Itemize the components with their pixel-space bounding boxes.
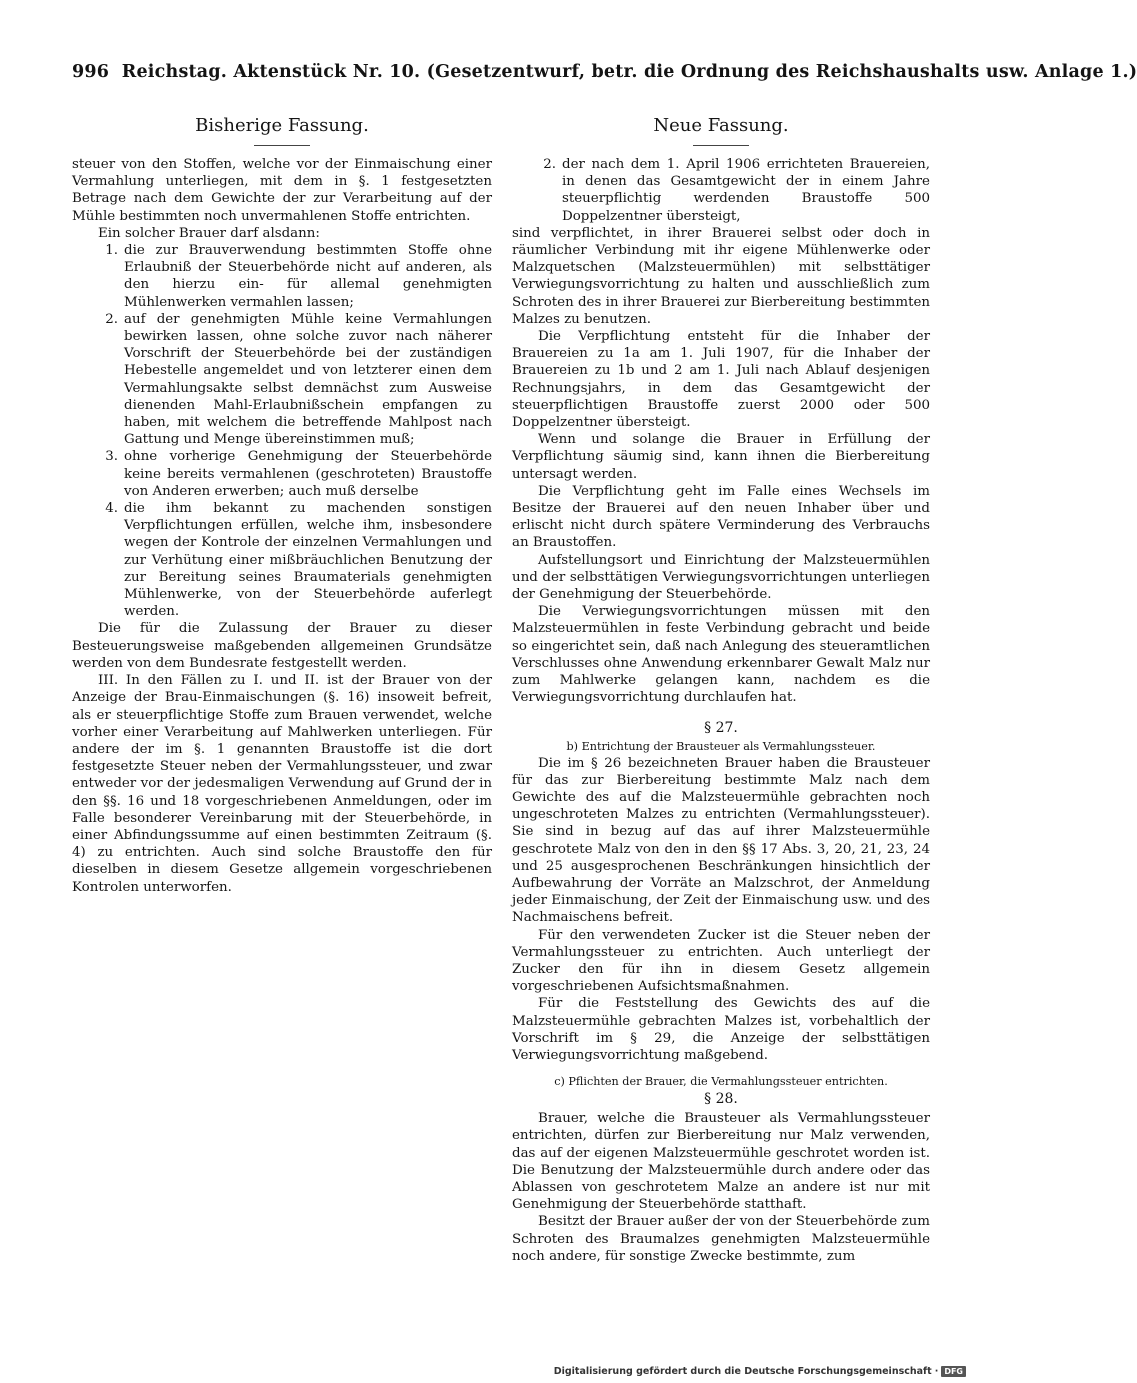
left-paragraph-1: steuer von den Stoffen, welche vor der Einmaischung einer Vermahlung unterliegen, mit dem in §. 1 festgesetzten Betrage nach dem Gewichte der zur Verarbeitung auf der Mühle bestimmten noch unvermahlenen Stoffe entrichten. [72, 157, 492, 224]
right-paragraph-5: Aufstellungsort und Einrichtung der Malzsteuermühlen und der selbsttätigen Verwiegungsvorrichtungen unterliegen der Genehmigung der Steuerbehörde. [512, 552, 930, 603]
left-column [72, 115, 492, 896]
left-paragraph-4: III. In den Fällen zu I. und II. ist der Brauer von der Anzeige der Brau-Einmaischungen (§. 16) insoweit befreit, als er steuerpflichtige Stoffe zum Brauen verwendet, welche vorher einer Verarbeitung auf Mahlwerken unterliegen. Für andere der im §. 1 genannten Braustoffe ist die dort festgesetzte Steuer neben der Vermahlungssteuer, und zwar entweder vor der jedesmaligen Verwendung auf Grund der in den §§. 16 und 18 vorgeschriebenen Anmeldungen, oder im Falle besonderer Vereinbarung mit der Steuerbehörde, in einer Abfindungssumme auf einen bestimmten Zeitraum (§. 4) zu entrichten. Auch sind solche Braustoffe den für dieselben in diesem Gesetze allgemein vorgeschriebenen Kontrolen unterworfen. [72, 673, 492, 895]
list-text: die zur Brauverwendung bestimmten Stoffe ohne Erlaubniß der Steuerbehörde nicht auf anderen, als den hierzu ein- für allemal genehmigten Mühlenwerken vermahlen lassen; [124, 243, 492, 310]
running-title: Reichstag. Aktenstück Nr. 10. (Gesetzentwurf, betr. die Ordnung des Reichshaushalts usw. Anlage 1.) [121, 62, 1137, 82]
list-text: der nach dem 1. April 1906 errichteten Brauereien, in denen das Gesamtgewicht der in einem Jahre steuerpflichtig werdenden Braustoffe 500 Doppelzentner übersteigt, [562, 157, 930, 224]
section-27-heading: § 27. [704, 719, 738, 736]
section-28-heading: § 28. [704, 1091, 738, 1108]
right-column-heading: Neue Fassung. [653, 115, 789, 136]
list-text: ohne vorherige Genehmigung der Steuerbehörde keine bereits vermahlenen (geschroteten) Braustoffe von Anderen erwerben; auch muß derselbe [124, 449, 492, 499]
section-28-subheading: c) Pflichten der Brauer, die Vermahlungssteuer entrichten. [554, 1075, 888, 1089]
right-paragraph-6: Die Verwiegungsvorrichtungen müssen mit den Malzsteuermühlen in feste Verbindung gebracht und beide so eingerichtet sein, daß nach Anlegung des steueramtlichen Verschlusses ohne Anwendung erkennbarer Gewalt Malz nur zum Mahlwerke gelangen kann, nachdem es die Verwiegungsvorrichtung durchlaufen hat. [512, 604, 930, 706]
list-item [92, 242, 492, 311]
list-text: auf der genehmigten Mühle keine Vermahlungen bewirken lassen, ohne solche zuvor nach näherer Vorschrift der Steuerbehörde bei der zuständigen Hebestelle angemeldet und von letzterer einen dem Vermahlungsakte selbst demnächst zum Ausweise dienenden Mahl-Erlaubnißschein empfangen zu haben, mit welchem die betreffende Mahlpost nach Gattung und Menge übereinstimmen muß; [124, 311, 492, 448]
list-item [92, 500, 492, 620]
right-paragraph-3: Wenn und solange die Brauer in Erfüllung der Verpflichtung säumig sind, kann ihnen die Bierbereitung untersagt werden. [512, 432, 930, 482]
left-paragraph-2: Ein solcher Brauer darf alsdann: [98, 225, 320, 241]
list-text: die ihm bekannt zu machenden sonstigen Verpflichtungen erfüllen, welche ihm, insbesondere wegen der Kontrole der einzelnen Vermahlungen und zur Verhütung einer mißbräuchlichen Benutzung der zur Bereitung seines Braumaterials genehmigten Mühlenwerke, von der Steuerbehörde auferlegt werden. [124, 501, 492, 620]
right-paragraph-7: Die im § 26 bezeichneten Brauer haben die Brausteuer für das zur Bierbereitung bestimmte Malz nach dem Gewichte des auf die Malzsteuermühle gebrachten noch ungeschroteten Malzes zu entrichten (Vermahlungssteuer). Sie sind in bezug auf das auf ihrer Malzsteuermühle geschrotete Malz von den in den §§ 17 Abs. 3, 20, 21, 23, 24 und 25 ausgesprochenen Beschränkungen hinsichtlich der Aufbewahrung der Vorräte an Malzschrot, der Anmeldung jeder Einmaischung, der Zeit der Einmaischung usw. und des Nachmaischens befreit. [512, 755, 930, 926]
list-item [530, 156, 930, 225]
right-paragraph-10: Brauer, welche die Brausteuer als Vermahlungssteuer entrichten, dürfen zur Bierbereitung nur Malz verwenden, das auf der eigenen Malzsteuermühle geschrotet worden ist. Die Benutzung der Malzsteuermühle durch andere oder das Ablassen von geschrotetem Malze an andere ist nur mit Genehmigung der Steuerbehörde statthaft. [512, 1111, 930, 1213]
right-paragraph-8: Für den verwendeten Zucker ist die Steuer neben der Vermahlungssteuer zu entrichten. Auch unterliegt der Zucker den für ihn in diesem Gesetz allgemein vorgeschriebenen Aufsichtsmaßnahmen. [512, 927, 930, 995]
list-number: 3. [105, 449, 118, 465]
dfg-logo: DFG [941, 1366, 966, 1377]
heading-rule [693, 145, 749, 146]
list-number: 2. [543, 157, 556, 172]
running-head [72, 60, 1137, 84]
list-item [92, 311, 492, 449]
list-number: 2. [105, 311, 118, 327]
right-paragraph-11: Besitzt der Brauer außer der von der Steuerbehörde zum Schroten des Braumalzes genehmigten Malzsteuermühle noch andere, für sonstige Zwecke bestimmte, zum [512, 1214, 930, 1264]
right-paragraph-4: Die Verpflichtung geht im Falle eines Wechsels im Besitze der Brauerei auf den neuen Inhaber über und erlischt nicht durch spätere Verminderung des Verbrauchs an Braustoffen. [512, 483, 930, 551]
list-number: 1. [105, 243, 118, 259]
credit-text: Digitalisierung gefördert durch die Deutsche Forschungsgemeinschaft [553, 1366, 932, 1377]
right-paragraph-2: Die Verpflichtung entsteht für die Inhaber der Brauereien zu 1a am 1. Juli 1907, für die Inhaber der Brauereien zu 1b und 2 am 1. Juli nach Ablauf desjenigen Rechnungsjahrs, in dem das Gesamtgewicht der steuerpflichtigen Braustoffe zuerst 2000 oder 500 Doppelzentner übersteigt. [512, 329, 930, 431]
digitization-credit: Digitalisierung gefördert durch die Deutsche Forschungsgemeinschaft · DFG [554, 1366, 966, 1377]
left-paragraph-3: Die für die Zulassung der Brauer zu dieser Besteuerungsweise maßgebenden allgemeinen Grundsätze werden von dem Bundesrate festgestellt werden. [72, 621, 492, 671]
heading-rule [254, 145, 310, 146]
left-column-heading: Bisherige Fassung. [195, 115, 369, 136]
right-paragraph-9: Für die Feststellung des Gewichts des auf die Malzsteuermühle gebrachten Malzes ist, vorbehaltlich der Vorschrift im § 29, die Anzeige der selbsttätigen Verwiegungsvorrichtung maßgebend. [512, 996, 930, 1063]
right-paragraph-1: sind verpflichtet, in ihrer Brauerei selbst oder doch in räumlicher Verbindung mit ihr eigene Mühlenwerke oder Malzquetschen (Malzsteuermühlen) mit selbsttätiger Verwiegungsvorrichtung zu halten und ausschließlich zum Schroten des in ihrer Brauerei zur Bierbereitung bestimmten Malzes zu benutzen. [512, 225, 930, 327]
list-number: 4. [105, 501, 118, 517]
list-item [92, 448, 492, 500]
right-column [512, 115, 930, 1265]
page-number: 996 [72, 62, 110, 82]
section-27-subheading: b) Entrichtung der Brausteuer als Vermahlungssteuer. [566, 739, 876, 753]
